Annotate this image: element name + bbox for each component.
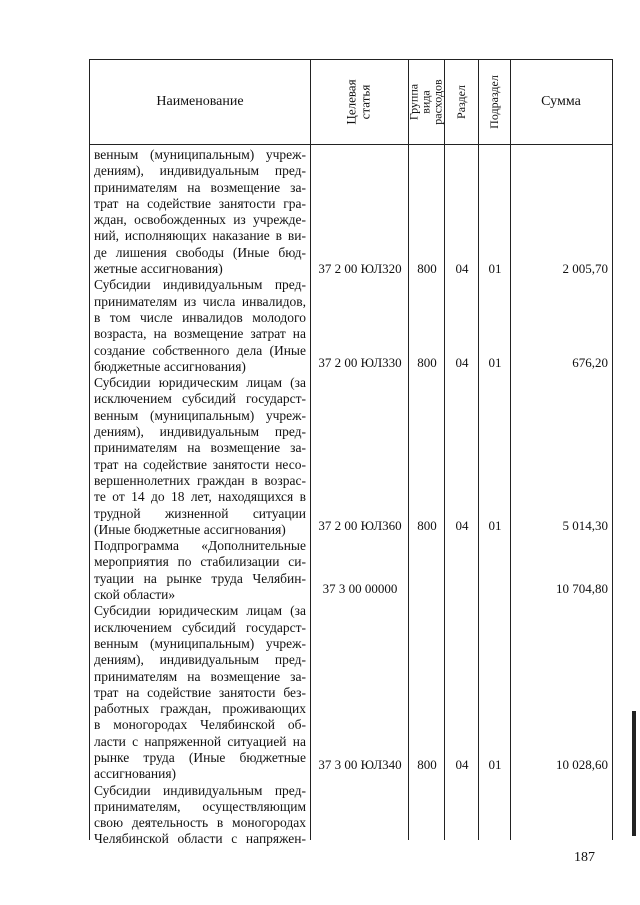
sum-value: 2 005,70 [562, 261, 608, 276]
text-line: венным (муниципальным) учреж- [94, 635, 306, 651]
expense-group-code: 800 [417, 757, 437, 772]
header-expense-group: Группа вида расходов [407, 79, 445, 125]
column-divider [408, 60, 409, 840]
text-line: ждан, освобожденных из учрежде- [94, 212, 306, 228]
header-sum: Сумма [541, 94, 581, 109]
subsection-code: 01 [488, 518, 502, 533]
header-divider [90, 144, 612, 145]
text-line: принимателям из числа инвалидов, [94, 293, 306, 309]
text-line: ласти с напряженной ситуацией на [94, 733, 306, 749]
text-line: создание собственного дела (Иные [94, 342, 306, 358]
text-line: принимателям, осуществляющим [94, 798, 306, 814]
expense-group-code: 800 [417, 355, 437, 370]
text-line: туации на рынке труда Челябин- [94, 570, 306, 586]
page-number: 187 [574, 850, 595, 865]
column-divider [510, 60, 511, 840]
section-code: 04 [455, 518, 469, 533]
sum-value: 10 028,60 [556, 757, 608, 772]
column-divider [444, 60, 445, 840]
text-line: принимателям на возмещение за- [94, 668, 306, 684]
sum-value: 676,20 [572, 355, 608, 370]
section-code: 04 [455, 355, 469, 370]
text-line: Челябинской области с напряжен- [94, 831, 306, 847]
section-code: 04 [455, 261, 469, 276]
header-name: Наименование [156, 94, 244, 109]
target-article-code: 37 2 00 ЮЛ360 [318, 518, 402, 533]
column-divider [478, 60, 479, 840]
text-line: исключением субсидий государст- [94, 391, 306, 407]
header-section: Раздел [453, 85, 468, 119]
text-line: в моногородах Челябинской об- [94, 717, 306, 733]
text-line: де лишения свободы (Иные бюд- [94, 244, 306, 260]
text-line: дениям), индивидуальным пред- [94, 424, 306, 440]
text-line: в том числе инвалидов молодого [94, 309, 306, 325]
text-line: трудной жизненной ситуации [94, 505, 306, 521]
subsection-code: 01 [488, 757, 502, 772]
text-line: ний, исполняющих наказание в ви- [94, 228, 306, 244]
expense-group-code: 800 [417, 518, 437, 533]
text-line: дениям), индивидуальным пред- [94, 163, 306, 179]
text-line: рынке труда (Иные бюджетные [94, 749, 306, 765]
text-line: ской области» [94, 587, 176, 603]
text-line: ассигнования) [94, 766, 177, 782]
text-line: принимателям на возмещение за- [94, 440, 306, 456]
text-line: те от 14 до 18 лет, находящихся в [94, 489, 306, 505]
header-subsection: Подраздел [487, 75, 502, 129]
text-line: Субсидии индивидуальным пред- [94, 782, 306, 798]
text-line: вершеннолетних граждан в возрас- [94, 472, 306, 488]
target-article-code: 37 3 00 00000 [322, 581, 398, 596]
text-line: работных граждан, проживающих [94, 701, 306, 717]
section-code: 04 [455, 757, 469, 772]
sum-value: 10 704,80 [556, 581, 608, 596]
text-line: (Иные бюджетные ассигнования) [94, 521, 286, 537]
text-line: венным (муниципальным) учреж- [94, 407, 306, 423]
text-line: венным (муниципальным) учреж- [94, 147, 306, 162]
expense-group-code: 800 [417, 261, 437, 276]
text-line: Подпрограмма «Дополнительные [94, 538, 306, 554]
text-line: Субсидии индивидуальным пред- [94, 277, 306, 293]
text-line: Субсидии юридическим лицам (за [94, 603, 306, 619]
subsection-code: 01 [488, 261, 502, 276]
text-line: дениям), индивидуальным пред- [94, 652, 306, 668]
text-line: трат на содействие занятости гра- [94, 195, 306, 211]
target-article-code: 37 2 00 ЮЛ320 [318, 261, 402, 276]
text-line: принимателям на возмещение за- [94, 179, 306, 195]
text-line: свою деятельность в моногородах [94, 815, 306, 831]
sum-value: 5 014,30 [562, 518, 608, 533]
text-line: возраста, на возмещение затрат на [94, 326, 306, 342]
text-line: исключением субсидий государст- [94, 619, 306, 635]
budget-table [89, 59, 613, 847]
target-article-code: 37 3 00 ЮЛ340 [318, 757, 402, 772]
subsection-code: 01 [488, 355, 502, 370]
text-line: Субсидии юридическим лицам (за [94, 375, 306, 391]
text-line: трат на содействие занятости без- [94, 684, 306, 700]
header-target-article: Целевая статья [343, 79, 373, 125]
target-article-code: 37 2 00 ЮЛ330 [318, 355, 402, 370]
column-divider [310, 60, 311, 840]
text-line: мероприятия по стабилизации си- [94, 554, 306, 570]
text-line: бюджетные ассигнования) [94, 358, 246, 374]
table-row-description [94, 147, 306, 848]
text-line: трат на содействие занятости несо- [94, 456, 306, 472]
text-line: жетные ассигнования) [94, 261, 223, 277]
scan-edge-mark [632, 711, 636, 836]
